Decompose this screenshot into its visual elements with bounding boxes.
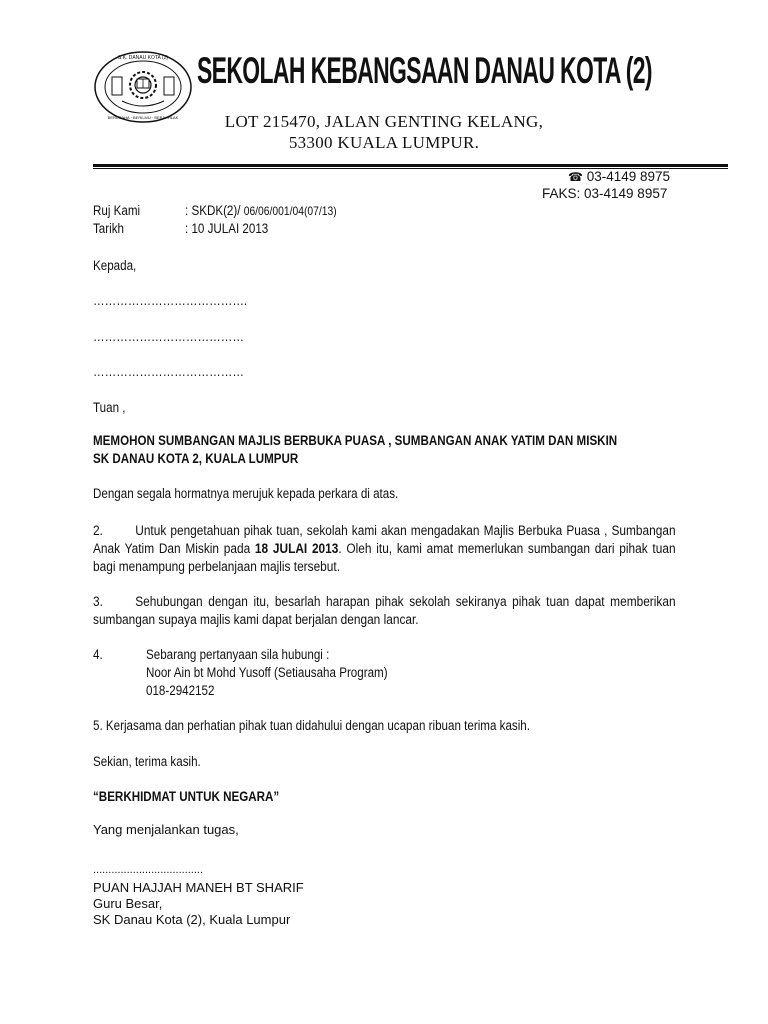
header-rule-thick <box>93 164 728 167</box>
phone-line <box>568 169 670 184</box>
signatory-name: PUAN HAJJAH MANEH BT SHARIF <box>93 880 304 895</box>
signatory-school: SK Danau Kota (2), Kuala Lumpur <box>93 912 291 927</box>
paragraph-2-text-b: . Oleh itu, kami amat memerlukan sumbangan dari pihak tuan bagi menampung perbelanjaan majlis tersebut. <box>93 541 676 574</box>
paragraph-5: 5. Kerjasama dan perhatian pihak tuan didahului dengan ucapan ribuan terima kasih. <box>93 718 530 733</box>
signature-dots: .................................... <box>93 864 204 876</box>
paragraph-3-number: 3. <box>93 594 103 609</box>
contact-name: Noor Ain bt Mohd Yusoff (Setiausaha Program) <box>146 665 388 680</box>
ruj-code: 06/06/001/04(07/13) <box>243 204 337 218</box>
ruj-label: Ruj Kami <box>93 203 141 218</box>
contact-phone: 018-2942152 <box>146 683 215 698</box>
paragraph-4-number: 4. <box>93 647 103 662</box>
paragraph-4-line-1: Sebarang pertanyaan sila hubungi : <box>146 647 330 662</box>
kepada-label: Kepada, <box>93 258 137 273</box>
ruj-value <box>185 203 337 218</box>
yang-menjalankan-tugas: Yang menjalankan tugas, <box>93 822 239 837</box>
motto: “BERKHIDMAT UNTUK NEGARA” <box>93 789 280 804</box>
salutation: Tuan , <box>93 400 126 415</box>
tarikh-value: : 10 JULAI 2013 <box>185 221 269 236</box>
recipient-line-3: ………………………………… <box>93 364 244 379</box>
tarikh-label: Tarikh <box>93 221 124 236</box>
paragraph-3 <box>93 593 676 629</box>
school-name-heading: SEKOLAH KEBANGSAAN DANAU KOTA (2) <box>197 50 652 91</box>
recipient-line-2: ………………………………… <box>93 329 244 344</box>
fax-number: FAKS: 03-4149 8957 <box>542 186 668 201</box>
event-date: 18 JULAI 2013 <box>254 541 339 556</box>
subject-line-1: MEMOHON SUMBANGAN MAJLIS BERBUKA PUASA , SUMBANGAN ANAK YATIM DAN MISKIN <box>93 433 618 448</box>
paragraph-2-text-a: Untuk pengetahuan pihak tuan, sekolah kami akan mengadakan Majlis Berbuka Puasa , Sumbangan Anak Yatim Dan Miskin pada <box>93 523 676 556</box>
address-line-2: 53300 KUALA LUMPUR. <box>288 133 480 152</box>
intro-paragraph: Dengan segala hormatnya merujuk kepada perkara di atas. <box>93 486 399 501</box>
ruj-prefix: : SKDK(2)/ <box>185 203 244 218</box>
paragraph-2-number: 2. <box>93 523 103 538</box>
paragraph-3-text: Sehubungan dengan itu, besarlah harapan pihak sekolah sekiranya pihak tuan dapat memberikan sumbangan supaya majlis kami dapat berjalan dengan lancar. <box>93 594 676 627</box>
phone-number: 03-4149 8975 <box>586 169 671 184</box>
svg-text:BERUSAHA · BERILMU · BERAKHLAK: BERUSAHA · BERILMU · BERAKHLAK <box>107 115 179 120</box>
svg-text:S.K. DANAU KOTA (2): S.K. DANAU KOTA (2) <box>117 55 169 61</box>
paragraph-2 <box>93 522 676 576</box>
signatory-title: Guru Besar, <box>93 896 163 911</box>
closing-text: Sekian, terima kasih. <box>93 754 201 769</box>
recipient-line-1: …………………………………. <box>93 293 248 308</box>
subject-line-2: SK DANAU KOTA 2, KUALA LUMPUR <box>93 451 299 466</box>
address-line-1: LOT 215470, JALAN GENTING KELANG, <box>224 112 544 131</box>
phone-icon: ☎ <box>568 170 583 184</box>
